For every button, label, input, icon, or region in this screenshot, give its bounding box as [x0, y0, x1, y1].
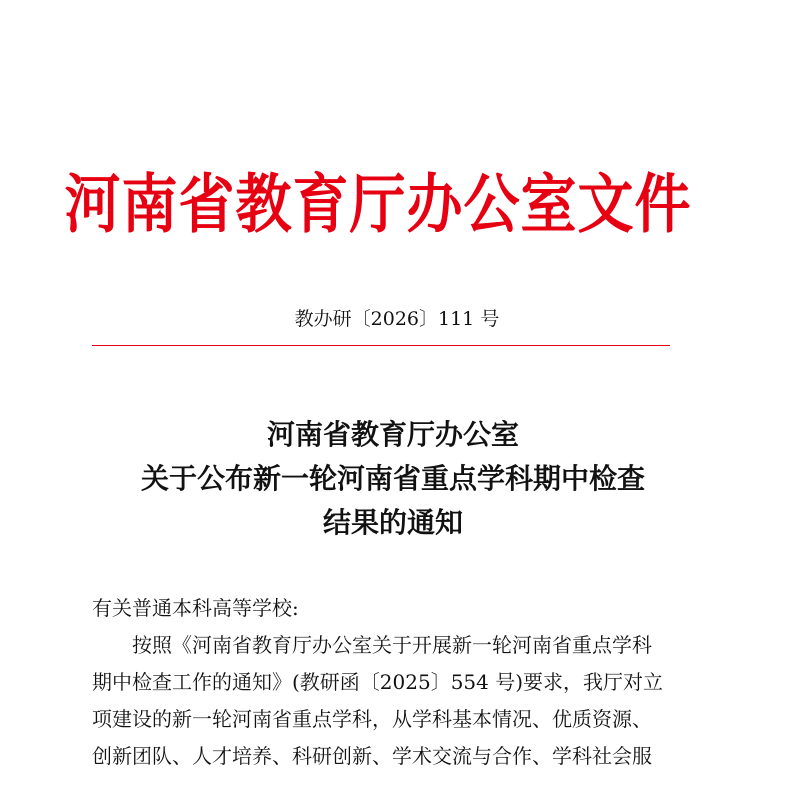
title-line-3: 结果的通知 [322, 506, 463, 539]
body-line-2: 期中检查工作的通知》(教研函〔2025〕554 号)要求，我厅对立 [92, 670, 664, 694]
document-body [92, 590, 692, 775]
title-line-2: 关于公布新一轮河南省重点学科期中检查 [140, 462, 645, 495]
body-line-4: 创新团队、人才培养、科研创新、学术交流与合作、学科社会服 [92, 744, 652, 768]
document-number: 教办研〔2026〕111 号 [294, 308, 500, 330]
body-line-3: 项建设的新一轮河南省重点学科，从学科基本情况、优质资源、 [92, 707, 652, 731]
salutation: 有关普通本科高等学校: [92, 596, 299, 620]
document-title [0, 413, 786, 545]
red-divider [92, 345, 670, 346]
title-line-1: 河南省教育厅办公室 [266, 418, 519, 451]
body-line-1: 按照《河南省教育厅办公室关于开展新一轮河南省重点学科 [132, 633, 652, 657]
masthead-title: 河南省教育厅办公室文件 [64, 168, 692, 243]
